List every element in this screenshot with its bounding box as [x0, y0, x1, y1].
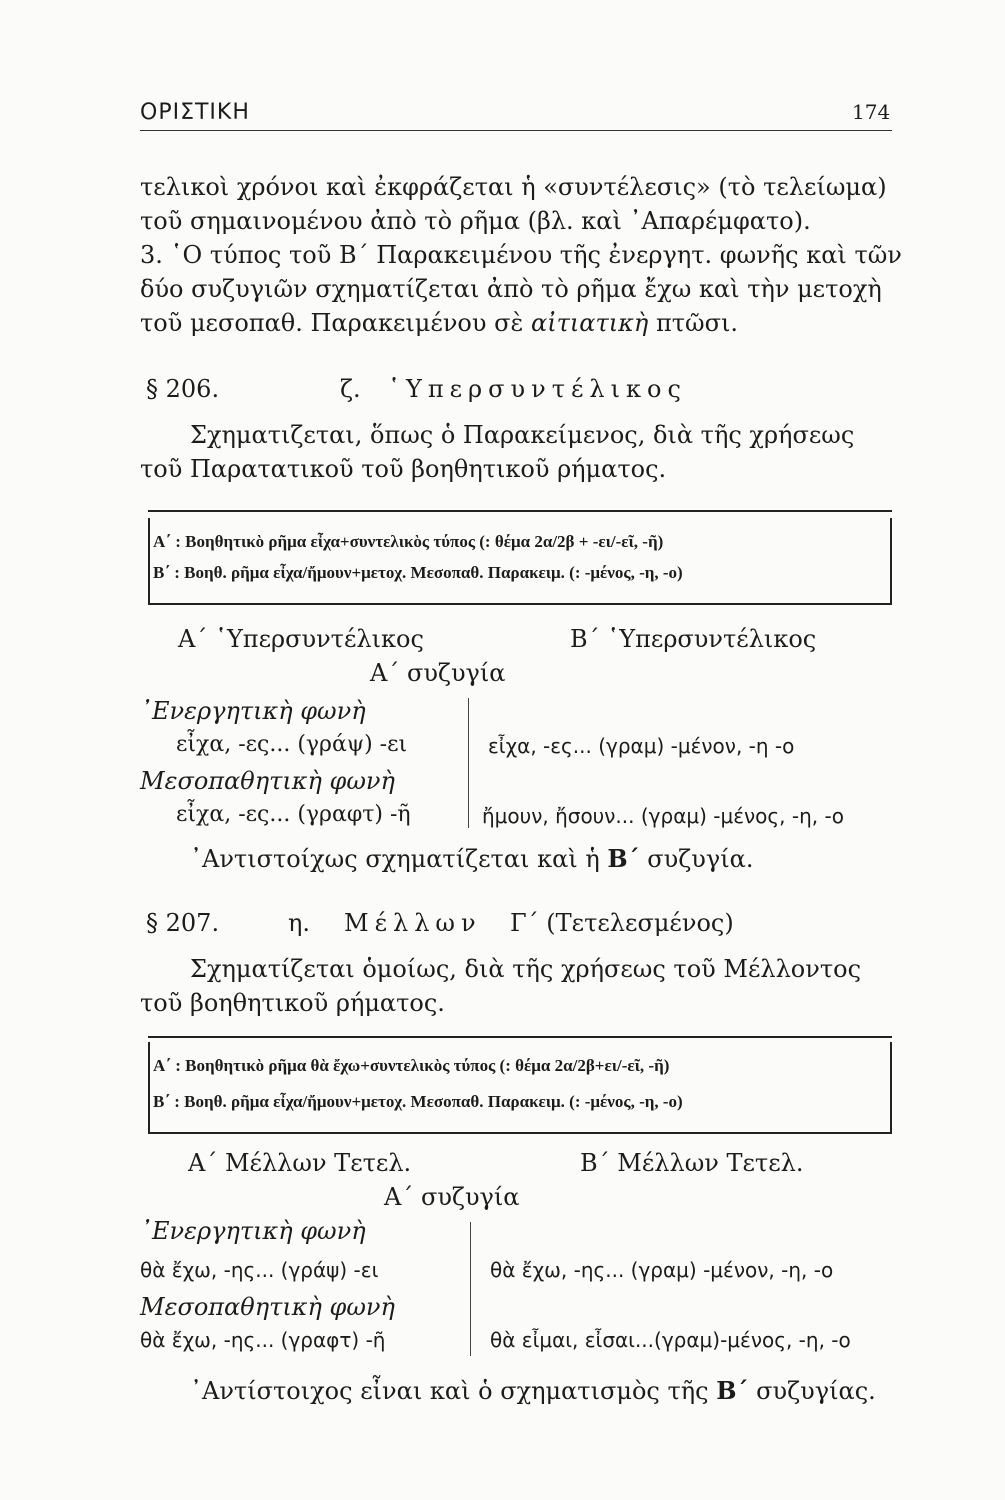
- sec207-closing-pre: ᾿Αντίστοιχος εἶναι καὶ ὁ σχηματισμὸς τῆς: [190, 1377, 709, 1405]
- sec206-active-b: εἶχα, -ες... (γραμ) -μένον, -η -ο: [488, 734, 795, 758]
- sec206-mp-label: Μεσοπαθητικὴ φωνὴ: [140, 767, 395, 795]
- sec207-box-row-b: Β΄ : Βοηθ. ρῆμα εἶχα/ἤμουν+μετοχ. Μεσοπαθ. Παρακειμ. (: -μένος, -η, -ο): [153, 1092, 683, 1111]
- para1-line3: 3. ῾Ο τύπος τοῦ Β΄ Παρακειμένου τῆς ἐνεργητ. φωνῆς καὶ τῶν: [140, 241, 902, 269]
- para1-line5-post: πτῶσι.: [655, 309, 738, 337]
- sec206-conj-title: Α΄ συζυγία: [370, 659, 506, 687]
- sec206-closing-pre: ᾿Αντιστοίχως σχηματίζεται καὶ ἡ: [190, 845, 600, 873]
- sec207-column-divider: [470, 1222, 471, 1356]
- sec207-subtitle: Γ΄ (Τετελεσμένος): [510, 909, 734, 937]
- sec206-title: ῾Υπερσυντέλικος: [388, 375, 687, 403]
- sec206-box-bottom: [148, 603, 892, 605]
- page-number: 174: [852, 100, 891, 124]
- sec207-letter: η.: [288, 909, 311, 937]
- sec206-box-row-b: Β΄ : Βοηθ. ρῆμα εἶχα/ἤμουν+μετοχ. Μεσοπαθ. Παρακειμ. (: -μένος, -η, -ο): [153, 563, 683, 582]
- para1-line5-pre: τοῦ μεσοπαθ. Παρακειμένου σὲ: [140, 309, 524, 337]
- sec207-line2: τοῦ βοηθητικοῦ ρήματος.: [140, 989, 445, 1017]
- sec206-number: § 206.: [146, 375, 220, 403]
- sec206-active-label: ᾿Ενεργητικὴ φωνὴ: [140, 697, 366, 725]
- sec207-mp-b: θὰ εἶμαι, εἶσαι...(γραμ)-μένος, -η, -ο: [490, 1328, 851, 1352]
- para1-line5: [140, 306, 738, 340]
- sec206-mp-a: εἶχα, -ες... (γραφτ) -ῆ: [176, 802, 411, 827]
- sec206-line2: τοῦ Παρατατικοῦ τοῦ βοηθητικοῦ ρήματος.: [140, 455, 667, 483]
- sec207-conj-title: Α΄ συζυγία: [384, 1183, 520, 1211]
- para1-line1: τελικοὶ χρόνοι καὶ ἐκφράζεται ἡ «συντέλεσις» (τὸ τελείωμα): [140, 173, 887, 201]
- sec206-line1: Σχηματιζεται, ὅπως ὁ Παρακείμενος, διὰ τῆς χρήσεως: [190, 421, 855, 449]
- sec206-closing-post: συζυγία.: [647, 845, 754, 873]
- sec207-box-top: [148, 1036, 892, 1038]
- sec207-box-row-a: Α΄ : Βοηθητικὸ ρῆμα θὰ ἔχω+συντελικὸς τύπος (: θέμα 2α/2β+ει/-εῖ, -ῆ): [153, 1056, 670, 1075]
- sec207-active-b: θὰ ἔχω, -ης... (γραμ) -μένον, -η, -ο: [490, 1258, 834, 1282]
- sec207-active-a: θὰ ἔχω, -ης... (γράψ) -ει: [140, 1258, 379, 1282]
- sec206-column-divider: [468, 698, 469, 828]
- sec207-col-b-title: Β΄ Μέλλων Τετελ.: [580, 1149, 804, 1177]
- sec207-closing-post: συζυγίας.: [756, 1377, 876, 1405]
- sec207-title: Μέλλων: [344, 909, 482, 937]
- sec206-box-row-a: Α΄ : Βοηθητικὸ ρῆμα εἶχα+συντελικὸς τύπος (: θέμα 2α/2β + -ει/-εῖ, -ῆ): [153, 532, 664, 551]
- para1-line5-italic: αἰτιατικὴ: [530, 309, 649, 337]
- sec206-mp-b: ἤμουν, ἤσουν... (γραμ) -μένος, -η, -ο: [482, 804, 844, 828]
- sec207-box-bottom: [148, 1132, 892, 1134]
- sec207-active-label: ᾿Ενεργητικὴ φωνὴ: [140, 1217, 366, 1245]
- sec207-number: § 207.: [146, 909, 220, 937]
- sec207-line1: Σχηματίζεται ὁμοίως, διὰ τῆς χρήσεως τοῦ Μέλλοντος: [190, 955, 862, 983]
- sec206-letter: ζ.: [340, 375, 361, 403]
- sec207-mp-label: Μεσοπαθητικὴ φωνὴ: [140, 1293, 395, 1321]
- para1-line2: τοῦ σημαινομένου ἀπὸ τὸ ρῆμα (βλ. καὶ ᾿Απαρέμφατο).: [140, 207, 811, 235]
- sec207-closing-bold: Β΄: [716, 1376, 749, 1405]
- sec207-col-a-title: Α΄ Μέλλων Τετελ.: [188, 1149, 412, 1177]
- header-rule: [140, 130, 892, 131]
- sec206-col-b-title: Β΄ ῾Υπερσυντέλικος: [570, 625, 817, 653]
- sec206-closing-bold: Β΄: [607, 844, 640, 873]
- sec206-col-a-title: Α΄ ῾Υπερσυντέλικος: [178, 625, 424, 653]
- sec207-mp-a: θὰ ἔχω, -ης... (γραφτ) -ῆ: [140, 1328, 386, 1352]
- sec206-box: [148, 518, 892, 604]
- running-header: ΟΡΙΣΤΙΚΗ: [140, 100, 250, 125]
- sec206-box-top: [148, 510, 892, 512]
- sec207-closing: [190, 1374, 876, 1408]
- para1-line4: δύο συζυγιῶν σχηματίζεται ἀπὸ τὸ ρῆμα ἔχω καὶ τὴν μετοχὴ: [140, 275, 882, 303]
- sec206-active-a: εἶχα, -ες... (γράψ) -ει: [176, 732, 408, 757]
- sec206-closing: [190, 842, 753, 876]
